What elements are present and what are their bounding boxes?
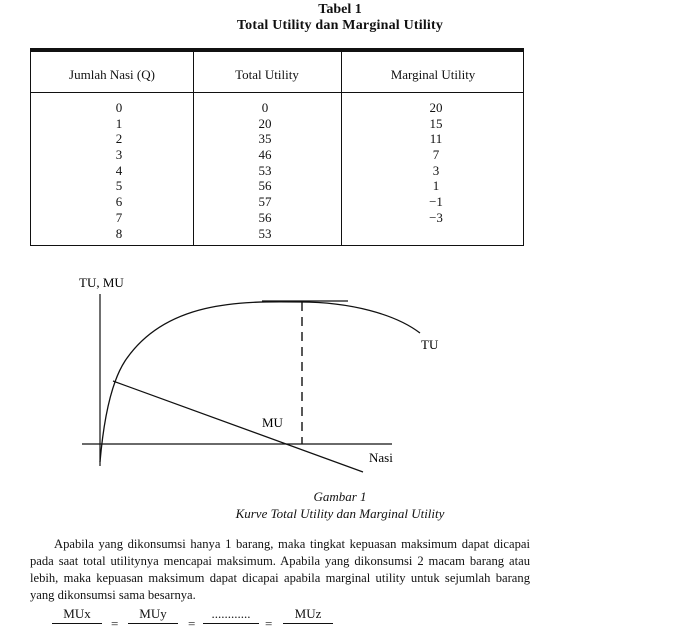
utility-chart [0,266,680,476]
cell-quantity: 7 [115,209,123,225]
numerator-muy: MUy [139,606,167,621]
cell-quantity: 0 [115,100,123,115]
header-quantity: Jumlah Nasi (Q) [69,67,155,82]
cell-total-utility: 56 [258,209,272,225]
cell-total-utility: 0 [261,100,269,115]
cell-marginal-utility: 11 [429,131,443,147]
cell-quantity: 8 [115,225,123,241]
cell-total-utility: 46 [258,147,272,163]
table-header-divider [31,92,523,93]
cell-total-utility: 53 [258,162,272,178]
cell-quantity: 2 [115,131,123,147]
fraction-ellipsis [203,606,259,624]
cell-total-utility: 57 [258,194,272,210]
column-marginal-utility [423,100,449,226]
numerator-ellipsis: ............ [211,606,251,621]
cell-total-utility: 56 [258,178,272,194]
cell-marginal-utility: 3 [432,162,440,178]
body-paragraph: Apabila yang dikonsumsi hanya 1 barang, maka tingkat kepuasan maksimum dapat dicapai pada saat total utilitynya mencapai maksimum. Apabila yang dikonsumsi 2 macam barang atau lebih, maka kepuasan maksimum dapat dicapai apabila marginal utility untuk sejumlah barang yang dikonsumsi sama besarnya. [30,537,530,602]
column-total-utility [253,100,277,241]
cell-marginal-utility: 1 [432,178,440,194]
fraction-muy [128,606,178,624]
cell-marginal-utility: −1 [429,194,443,210]
table-title: Total Utility dan Marginal Utility [236,18,444,33]
cell-quantity: 5 [115,178,123,194]
table-label: Tabel 1 [318,2,362,17]
numerator-muz: MUz [294,606,322,621]
utility-table [30,48,524,246]
fraction-muz [283,606,333,624]
header-total-utility: Total Utility [235,67,299,82]
equals-sign: = [188,616,196,631]
cell-marginal-utility: 7 [432,147,440,163]
mu-line [113,381,363,472]
header-marginal-utility: Marginal Utility [390,67,476,82]
tu-label: TU [421,337,439,352]
cell-marginal-utility: 20 [429,100,443,115]
x-axis-label: Nasi [369,450,393,465]
cell-quantity: 4 [115,162,123,178]
cell-marginal-utility: 15 [429,115,443,131]
cell-total-utility: 20 [258,115,272,131]
column-quantity [109,100,129,241]
fraction-mux [52,606,102,624]
numerator-mux: MUx [63,606,91,621]
cell-quantity: 3 [115,147,123,163]
cell-total-utility: 53 [258,225,272,241]
cell-quantity: 6 [115,194,123,210]
y-axis-label: TU, MU [79,275,124,290]
mu-label: MU [262,415,283,430]
tu-curve [100,302,420,462]
cell-marginal-utility: −3 [429,209,443,225]
equals-sign: = [111,616,119,631]
figure-caption: Kurve Total Utility dan Marginal Utility [235,506,445,521]
cell-total-utility: 35 [258,131,272,147]
equals-sign: = [265,616,273,631]
figure-label: Gambar 1 [313,489,367,504]
cell-quantity: 1 [115,115,123,131]
